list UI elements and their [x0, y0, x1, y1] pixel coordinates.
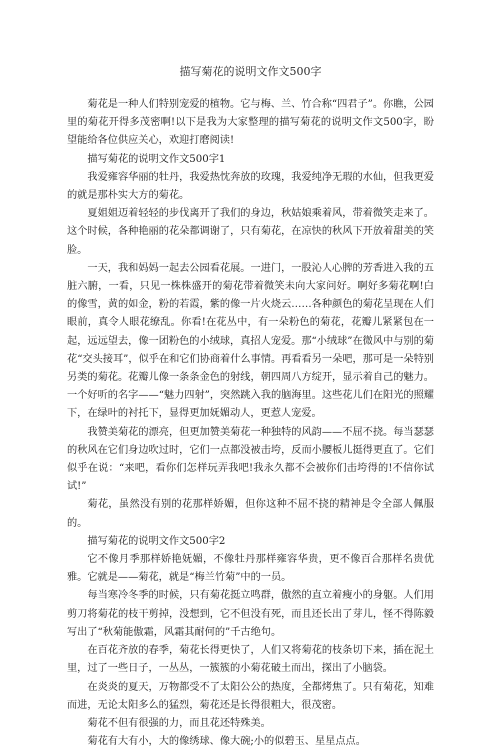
body-paragraph: 我爱雍容华丽的牡丹，我爱热忱奔放的玫瑰，我爱纯净无瑕的水仙，但我更爱的就是那朴实大方的菊花。	[67, 171, 434, 202]
body-paragraph: 每当寒冷冬季的时候，只有菊花挺立鸣群，傲然的直立着瘦小的身躯。人们用剪刀将菊花的枝干剪掉，没想到，它不但没有死，而且还长出了芽儿，怪不得陈毅写出了“秋菊能傲霜，风霜其耐何的”千古绝句。	[67, 590, 434, 638]
body-paragraph: 菊花不但有很强的力，而且花还特殊美。	[87, 717, 271, 729]
body-paragraph: 夏姐姐迈着轻轻的步伐离开了我们的身边，秋姑娘乘着风，带着微笑走来了。这个时候，各种艳丽的花朵都调谢了，只有菊花，在凉快的秋风下开放着甜美的笑脸。	[67, 208, 434, 256]
body-paragraph: 一天，我和妈妈一起去公园看花展。一进门，一股沁人心脾的芳香进入我的五脏六腑，一看，只见一株株盛开的菊花带着微笑未向大家问好。啊好多菊花啊!白的像雪，黄的如金，粉的若霞，紫的像一片火烧云……各种颜色的菊花呈现在人们眼前，真令人眼花缭乱。你看!在花丛中，有一朵粉色的菊花，花瓣儿紧紧包在一起，远远望去，像一团粉色的小绒球，真招人宠爱。那“小绒球”在微风中与别的菊花“交头接耳”，似乎在和它们协商着什么事情。再看看另一朵吧，那可是一朵特别另类的菊花。花瓣儿像一条条金色的射线，朝四周八方绽开，显示着自己的魅力。一个好听的名字——“魅力四射”，突然跳入我的脑海里。这些花儿们在阳光的照耀下，在绿叶的衬托下，显得更加妩媚动人，更惹人宠爱。	[67, 262, 434, 420]
body-paragraph: 菊花有大有小，大的像绣球、像大碗;小的似碧玉、星星点点。	[87, 736, 366, 748]
body-paragraph: 菊花，虽然没有别的花那样娇媚，但你这种不屈不挠的精神是令全部人佩服的。	[67, 499, 434, 529]
body-paragraph: 它不像月季那样娇艳妩媚，不像牡丹那样雍容华贵，更不像百合那样名贵优雅。它就是——菊花，就是“梅兰竹菊”中的一员。	[67, 554, 434, 584]
section-heading: 描写菊花的说明文作文500字1	[87, 153, 226, 165]
body-paragraph: 菊花是一种人们特别宠爱的植物。它与梅、兰、竹合称“四君子”。你瞧，公园里的菊花开得多茂密啊!以下是我为大家整理的描写菊花的说明文作文500字，盼望能给各位供应关心，欢迎打磨阅读!	[67, 99, 434, 147]
document-title: 描写菊花的说明文作文500字	[179, 65, 322, 78]
body-paragraph: 我赞美菊花的漂亮，但更加赞美菊花一种独特的风韵——不屈不挠。每当瑟瑟的秋风在它们身边吹过时，它们一点都没被击垮，反而小腰板儿挺得更直了。它们似乎在说：“来吧，看你们怎样玩弄我吧!我永久都不会被你们击垮得的!不信你试试!”	[67, 426, 434, 493]
body-paragraph: 在百花齐放的春季，菊花长得更快了，人们又将菊花的枝条切下来，插在泥土里，过了一些日子，一丛丛，一簇簇的小菊花破土而出，探出了小脑袋。	[67, 645, 434, 675]
section-heading: 描写菊花的说明文作文500字2	[87, 535, 226, 547]
body-paragraph: 在炎炎的夏天，万物都受不了太阳公公的热度，全都烤焦了。只有菊花，知难而进，无论太阳多么的猛烈，菊花还是长得很粗大，很茂密。	[67, 681, 434, 711]
document-body	[67, 96, 434, 751]
